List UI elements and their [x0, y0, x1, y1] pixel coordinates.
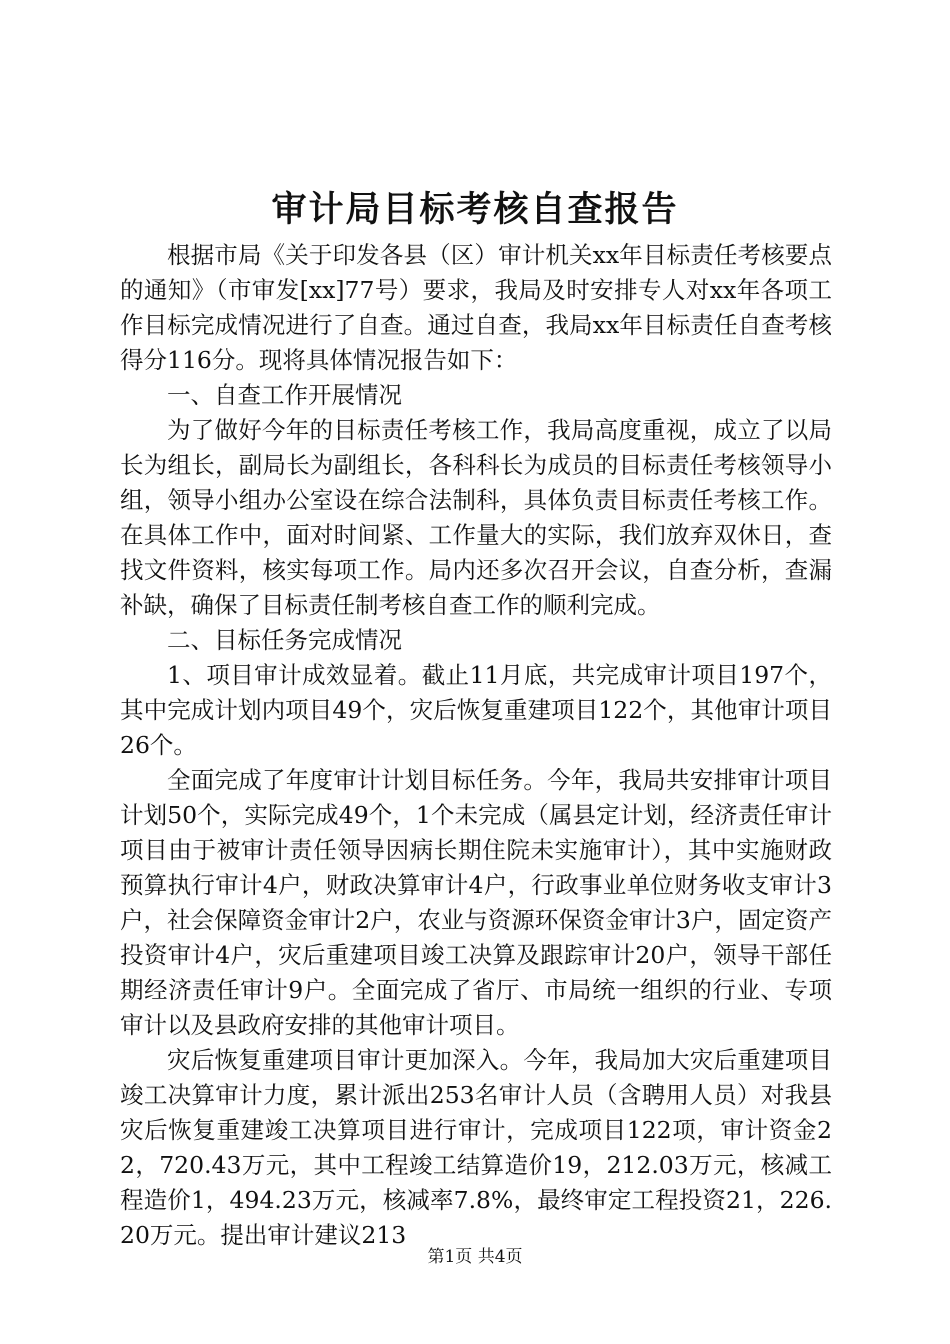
- paragraph-reconstruction-audit: 灾后恢复重建项目审计更加深入。今年，我局加大灾后重建项目竣工决算审计力度，累计派出253名审计人员（含聘用人员）对我县灾后恢复重建竣工决算项目进行审计，完成项目122项，审计资金22，720.43万元，其中工程竣工结算造价19，212.03万元，核减工程造价1，494.23万元，核减率7.8%，最终审定工程投资21，226.20万元。提出审计建议213: [120, 1046, 832, 1249]
- paragraph-self-check: 为了做好今年的目标责任考核工作，我局高度重视，成立了以局长为组长，副局长为副组长，各科科长为成员的目标责任考核领导小组，领导小组办公室设在综合法制科，具体负责目标责任考核工作。在具体工作中，面对时间紧、工作量大的实际，我们放弃双休日，查找文件资料，核实每项工作。局内还多次召开会议，自查分析，查漏补缺，确保了目标责任制考核自查工作的顺利完成。: [120, 416, 832, 619]
- paragraph-audit-results: 1、项目审计成效显着。截止11月底，共完成审计项目197个，其中完成计划内项目49个，灾后恢复重建项目122个，其他审计项目26个。: [120, 661, 832, 759]
- paragraph-intro: 根据市局《关于印发各县（区）审计机关xx年目标责任考核要点的通知》（市审发[xx]77号）要求，我局及时安排专人对xx年各项工作目标完成情况进行了自查。通过自查，我局xx年目标责任自查考核得分116分。现将具体情况报告如下：: [120, 241, 832, 374]
- section-heading-1: 一、自查工作开展情况: [167, 381, 402, 409]
- section-heading-2: 二、目标任务完成情况: [167, 626, 402, 654]
- document-title: 审计局目标考核自查报告: [271, 190, 679, 230]
- paragraph-annual-plan: 全面完成了年度审计计划目标任务。今年，我局共安排审计项目计划50个，实际完成49个，1个未完成（属县定计划，经济责任审计项目由于被审计责任领导因病长期住院未实施审计），其中实施财政预算执行审计4户，财政决算审计4户，行政事业单位财务收支审计3户，社会保障资金审计2户，农业与资源环保资金审计3户，固定资产投资审计4户，灾后重建项目竣工决算及跟踪审计20户，领导干部任期经济责任审计9户。全面完成了省厅、市局统一组织的行业、专项审计以及县政府安排的其他审计项目。: [120, 766, 832, 1039]
- page-footer: 第1页 共4页: [427, 1247, 523, 1267]
- document-body: [120, 238, 832, 1253]
